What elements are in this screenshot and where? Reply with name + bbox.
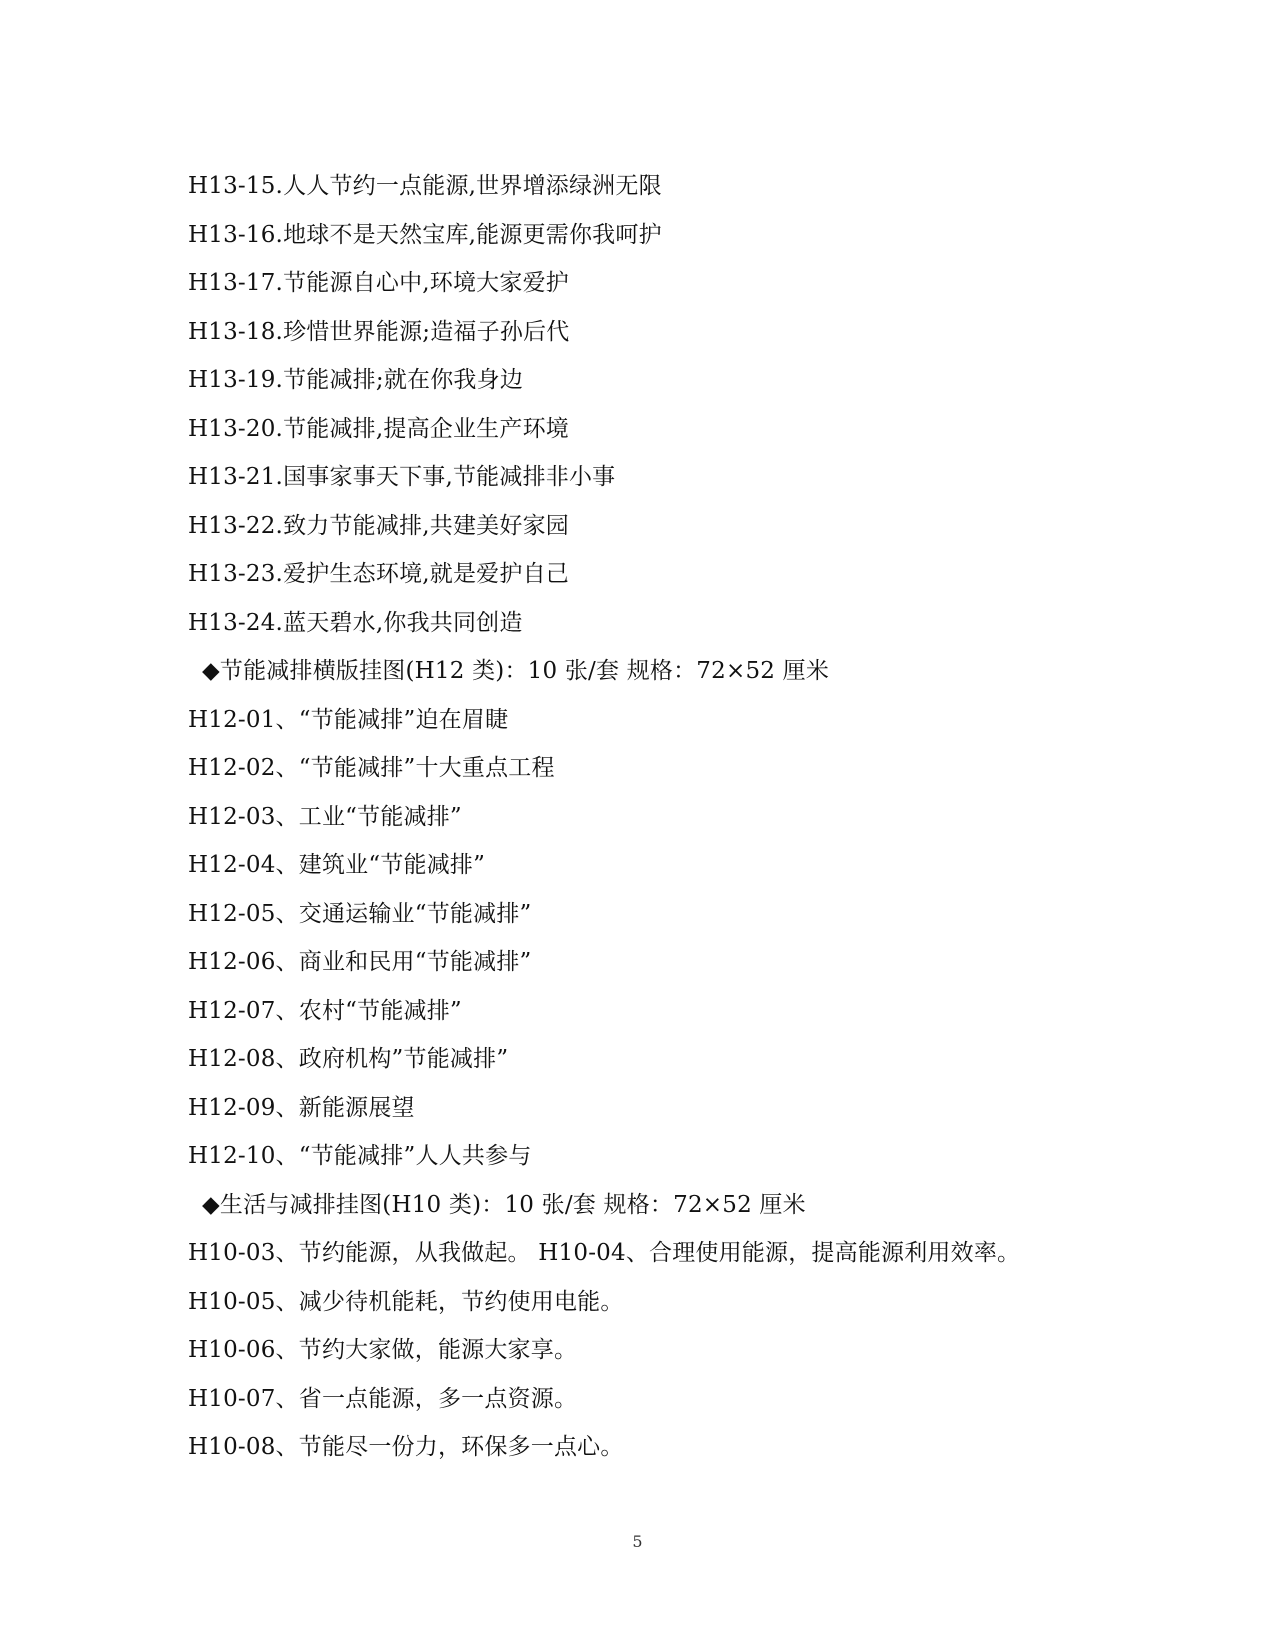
text-line: H13-21.国事家事天下事,节能减排非小事 <box>188 464 616 490</box>
text-line: H13-23.爱护生态环境,就是爱护自己 <box>188 561 569 587</box>
text-line: H13-15.人人节约一点能源,世界增添绿洲无限 <box>188 173 662 199</box>
text-line: H12-02、“节能减排”十大重点工程 <box>188 755 555 781</box>
text-line: H10-08、节能尽一份力，环保多一点心。 <box>188 1434 624 1460</box>
text-line: H12-06、商业和民用“节能减排” <box>188 949 532 975</box>
page-number: 5 <box>632 1532 643 1551</box>
section-heading: ◆节能减排横版挂图(H12 类)：10 张/套 规格：72×52 厘米 <box>202 658 830 684</box>
text-line: H13-16.地球不是天然宝库,能源更需你我呵护 <box>188 221 662 248</box>
text-line: H12-05、交通运输业“节能减排” <box>188 900 532 927</box>
text-line: H12-08、政府机构”节能减排” <box>188 1046 509 1072</box>
text-line: H13-19.节能减排;就在你我身边 <box>188 367 524 393</box>
text-line: H13-20.节能减排,提高企业生产环境 <box>188 415 569 442</box>
text-line: H13-17.节能源自心中,环境大家爱护 <box>188 270 569 296</box>
text-line: H12-07、农村“节能减排” <box>188 997 462 1024</box>
text-line: H10-05、减少待机能耗，节约使用电能。 <box>188 1288 624 1315</box>
text-line: H13-24.蓝天碧水,你我共同创造 <box>188 609 523 636</box>
text-line: H10-07、省一点能源，多一点资源。 <box>188 1385 578 1412</box>
text-line: H12-04、建筑业“节能减排” <box>188 852 486 878</box>
text-line: H13-22.致力节能减排,共建美好家园 <box>188 512 569 539</box>
section-heading: ◆生活与减排挂图(H10 类)：10 张/套 规格：72×52 厘米 <box>202 1191 806 1218</box>
text-line: H12-01、“节能减排”迫在眉睫 <box>188 706 509 733</box>
text-line: H12-09、新能源展望 <box>188 1094 415 1121</box>
text-line: H10-03、节约能源，从我做起。 H10-04、合理使用能源，提高能源利用效率。 <box>188 1240 1021 1266</box>
text-line: H13-18.珍惜世界能源;造福子孙后代 <box>188 318 570 345</box>
text-line: H10-06、节约大家做，能源大家享。 <box>188 1337 578 1363</box>
text-line: H12-03、工业“节能减排” <box>188 803 462 830</box>
page-body <box>188 162 1188 1472</box>
text-line: H12-10、“节能减排”人人共参与 <box>188 1143 532 1169</box>
